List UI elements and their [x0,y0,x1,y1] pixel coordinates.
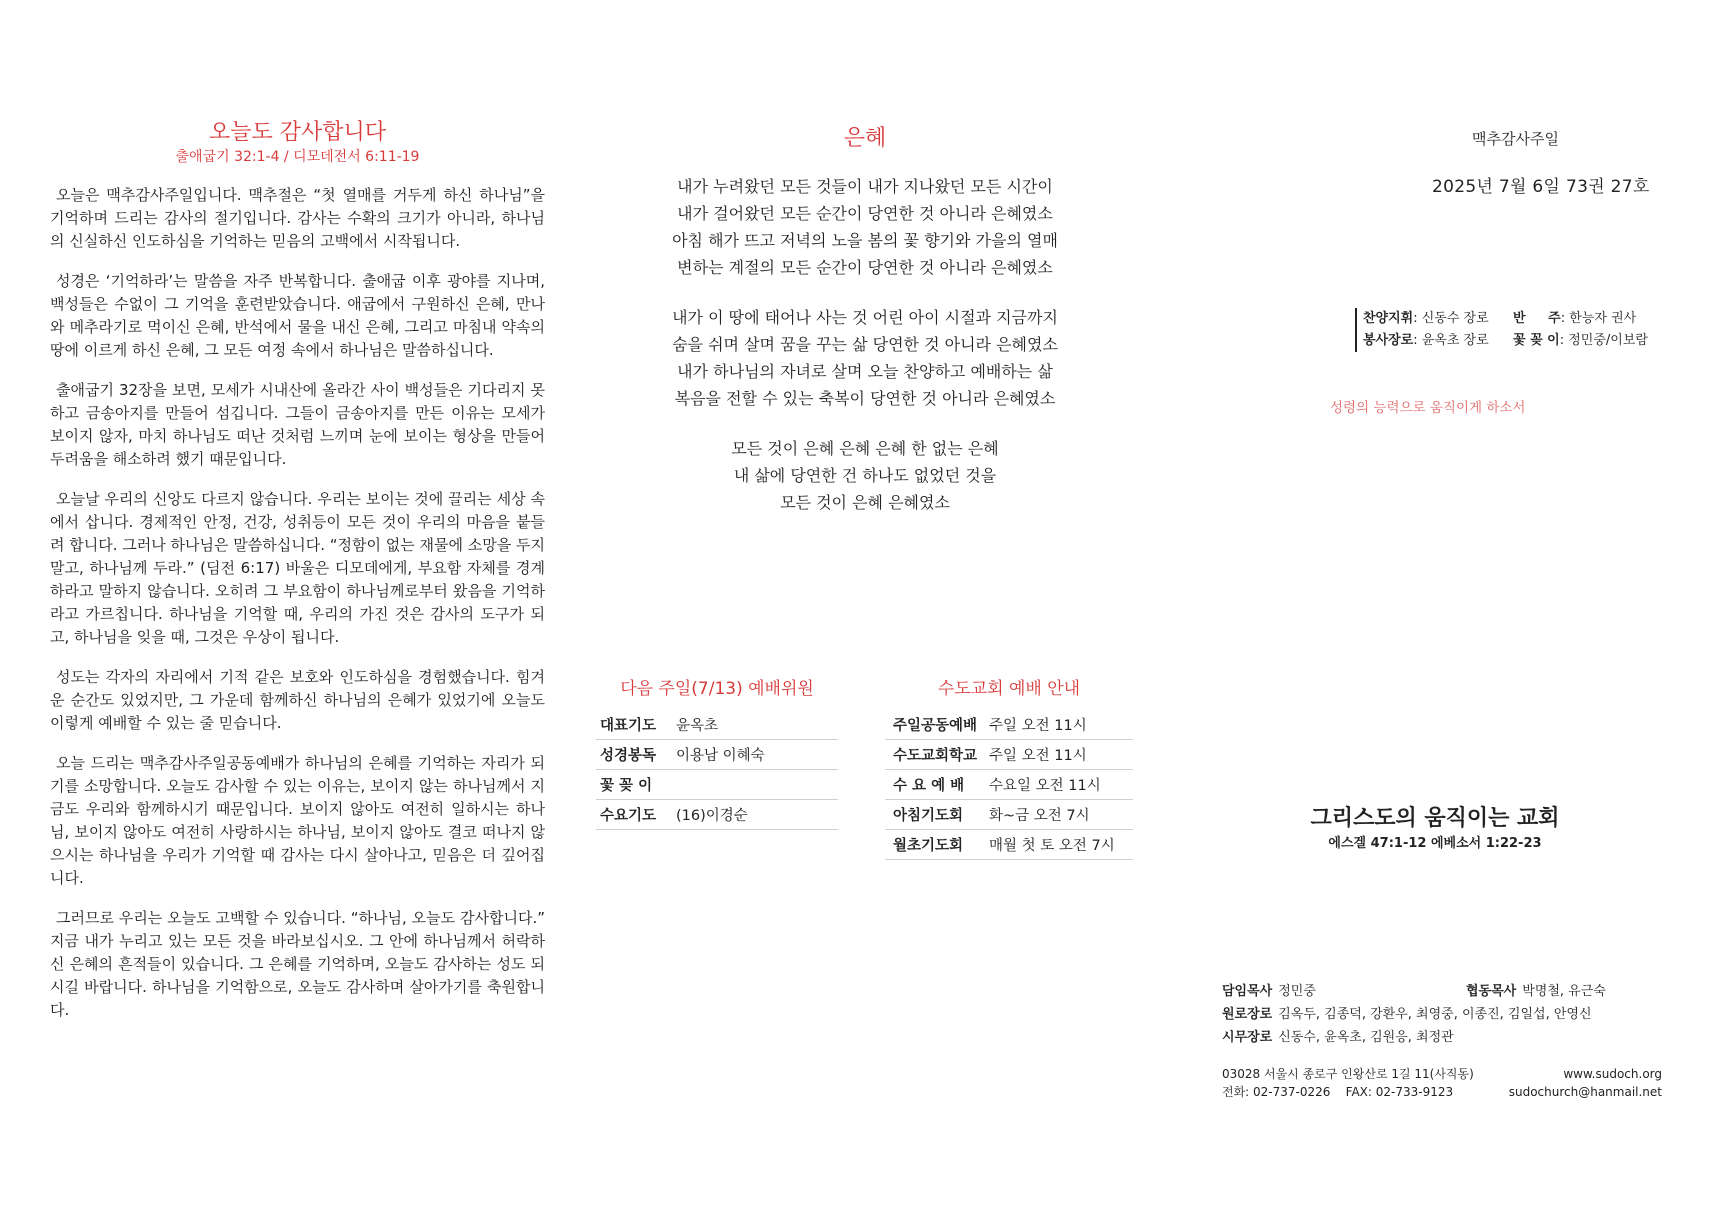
sermon-title: 오늘도 감사합니다 [208,120,386,145]
table-row [885,830,1133,860]
table-row [596,800,838,830]
staff-role: 찬양지휘 [1363,311,1414,326]
staff-cell [1363,308,1513,330]
role-label: 성경봉독 [600,748,657,764]
service-time: 주일 오전 11시 [989,748,1087,764]
staff-name: : 한능자 권사 [1560,311,1637,326]
sermon-paragraph: 출애굽기 32장을 보면, 모세가 시내산에 올라간 사이 백성들은 기다리지 못하고 금송아지를 만들어 섬깁니다. 그들이 금송아지를 만든 이유는 모세가 보이지 않자, 마치 하나님도 떠난 것처럼 느끼며 눈에 보이는 형상을 만들어 두려움을 해소하려 했기 때문입니다. [50,381,545,468]
sermon-paragraph: 그러므로 우리는 오늘도 고백할 수 있습니다. “하나님, 오늘도 감사합니다.” 지금 내가 누리고 있는 모든 것을 바라보십시오. 그 안에 하나님께서 허락하신 은혜의 흔적들이 있습니다. 그 은혜를 기억하며, 오늘도 감사하는 성도 되시길 바랍니다. 하나님을 기억함으로, 오늘도 감사하며 살아가기를 축원합니다. [50,909,545,1019]
sermon-paragraph: 오늘은 맥추감사주일입니다. 맥추절은 “첫 열매를 거두게 하신 하나님”을 기억하며 드리는 감사의 절기입니다. 감사는 수확의 크기가 아니라, 하나님의 신실하신 인도하심을 기억하는 믿음의 고백에서 시작됩니다. [50,186,545,250]
clergy-role: 담임목사 [1222,984,1273,999]
service-time: 화~금 오전 7시 [989,808,1090,824]
worship-schedule-table [885,678,1133,860]
poem-line: 내가 하나님의 자녀로 살며 오늘 찬양하고 예배하는 삶 [677,362,1053,381]
staff-row [1363,330,1663,352]
staff-cell [1513,330,1663,352]
poem-line: 내가 이 땅에 태어나 사는 것 어린 아이 시절과 지금까지 [672,308,1058,327]
poem-line: 모든 것이 은혜 은혜 은혜 한 없는 은혜 [731,439,999,458]
staff-role: 봉사장로 [1363,333,1414,348]
sermon-body [50,184,545,1022]
service-name: 월초기도회 [893,838,964,854]
clergy-cell [1466,980,1606,1003]
role-value: (16)이경순 [676,808,748,824]
address-text: 03028 서울시 종로구 인왕산로 1길 11(사직동) [1222,1067,1474,1081]
clergy-names: 신동수, 윤옥초, 김원응, 최정관 [1278,1030,1454,1045]
poem-line: 변하는 계절의 모든 순간이 당연한 것 아니라 은혜였소 [677,258,1053,277]
role-value: 윤옥초 [676,718,719,734]
role-label: 수요기도 [600,808,657,824]
worship-schedule-title: 수도교회 예배 안내 [937,679,1081,699]
poem-line: 내가 누려왔던 모든 것들이 내가 지나왔던 모든 시간이 [677,177,1053,196]
service-name: 아침기도회 [893,808,964,824]
sermon-paragraph: 성도는 각자의 자리에서 기적 같은 보호와 인도하심을 경험했습니다. 힘겨운 순간도 있었지만, 그 가운데 함께하신 하나님의 은혜가 있었기에 오늘도 이렇게 예배할 수 있는 줄 믿습니다. [50,668,545,732]
table-row [596,770,838,800]
poem-line: 복음을 전할 수 있는 축복이 당연한 것 아니라 은혜였소 [674,389,1056,408]
contact-info [1222,1065,1662,1101]
issue-date: 2025년 7월 6일 73권 27호 [1432,177,1650,197]
poem-section [620,125,1110,539]
clergy-role: 시무장로 [1222,1030,1273,1045]
staff-name: : 정민중/이보람 [1559,333,1648,348]
role-label: 꽃 꽂 이 [600,778,653,794]
staff-row [1363,308,1663,330]
prayer-motto: 성령의 능력으로 움직이게 하소서 [1330,400,1526,416]
table-row [596,740,838,770]
poem-line: 내 삶에 당연한 건 하나도 없었던 것을 [733,466,997,485]
clergy-list [1222,980,1662,1049]
poem-title: 은혜 [843,126,887,151]
clergy-names: 정민중 [1278,984,1316,999]
clergy-row [1222,1026,1662,1049]
service-time: 주일 오전 11시 [989,718,1087,734]
table-row [885,710,1133,740]
clergy-cell [1222,980,1466,1003]
sermon-paragraph: 성경은 ‘기억하라’는 말씀을 자주 반복합니다. 출애굽 이후 광야를 지나며, 백성들은 수없이 그 기억을 훈련받았습니다. 애굽에서 구원하신 은혜, 만나와 메추라기로 먹이신 은혜, 반석에서 물을 내신 은혜, 그리고 마침내 약속의 땅에 이르게 하신 은혜, 그 모든 여정 속에서 하나님은 말씀하십니다. [50,272,545,359]
service-name: 주일공동예배 [893,718,978,734]
service-name: 수도교회학교 [893,748,978,764]
clergy-names: 김옥두, 김종덕, 강환우, 최영중, 이종진, 김일섭, 안영신 [1278,1007,1592,1022]
staff-cell [1513,308,1663,330]
clergy-names: 박명철, 유근숙 [1522,984,1606,999]
table-row [596,710,838,740]
staff-list [1355,308,1663,352]
contact-row [1222,1083,1662,1101]
worship-roles-table [596,678,838,830]
contact-row [1222,1065,1662,1083]
service-name: 수 요 예 배 [893,778,965,794]
church-name: 그리스도의 움직이는 교회 [1310,806,1560,831]
poem-stanza [620,304,1110,412]
staff-cell [1363,330,1513,352]
staff-role: 반 주 [1513,311,1561,326]
table-row [885,800,1133,830]
phone-fax-text: 전화: 02-737-0226 FAX: 02-733-9123 [1222,1085,1454,1099]
service-time: 매월 첫 토 오전 7시 [989,838,1115,854]
clergy-row [1222,980,1662,1003]
poem-line: 숨을 쉬며 살며 꿈을 꾸는 삶 당연한 것 아니라 은혜였소 [672,335,1058,354]
sermon-column [50,120,545,1039]
staff-role: 꽃 꽂 이 [1513,333,1560,348]
role-label: 대표기도 [600,718,657,734]
poem-stanza [620,435,1110,516]
church-identity [1290,805,1580,853]
clergy-row [1222,1003,1662,1026]
clergy-role: 원로장로 [1222,1007,1273,1022]
website-link[interactable]: www.sudoch.org [1563,1067,1662,1081]
role-value: 이용남 이혜숙 [676,748,765,764]
table-row [885,740,1133,770]
sermon-paragraph: 오늘 드리는 맥추감사주일공동예배가 하나님의 은혜를 기억하는 자리가 되기를 소망합니다. 오늘도 감사할 수 있는 이유는, 보이지 않는 하나님께서 지금도 우리와 함께하시기 때문입니다. 보이지 않아도 여전히 일하시는 하나님, 보이지 않아도 여전히 사랑하시는 하나님, 보이지 않아도 결코 떠나지 않으시는 하나님을 우리가 기억할 때 감사는 다시 살아나고, 믿음은 더 깊어집니다. [50,754,545,887]
sermon-paragraph: 오늘날 우리의 신앙도 다르지 않습니다. 우리는 보이는 것에 끌리는 세상 속에서 삽니다. 경제적인 안정, 건강, 성취등이 모든 것이 우리의 마음을 붙들려 합니다. 그러나 하나님은 말씀하십니다. “정함이 없는 재물에 소망을 두지 말고, 하나님께 두라.” (딤전 6:17) 바울은 디모데에게, 부요함 자체를 경계하라고 말하지 않습니다. 오히려 그 부요함이 하나님께로부터 왔음을 기억하라고 가르칩니다. 하나님을 기억할 때, 우리의 가진 것은 감사의 도구가 되고, 하나님을 잊을 때, 그것은 우상이 됩니다. [50,490,545,646]
staff-name: : 신동수 장로 [1413,311,1489,326]
occasion-label: 맥추감사주일 [1472,130,1559,148]
church-verse: 에스겔 47:1-12 에베소서 1:22-23 [1328,836,1542,851]
poem-stanza [620,173,1110,281]
worship-roles-title: 다음 주일(7/13) 예배위원 [620,679,814,699]
staff-name: : 윤옥초 장로 [1413,333,1489,348]
service-time: 수요일 오전 11시 [989,778,1101,794]
poem-line: 내가 걸어왔던 모든 순간이 당연한 것 아니라 은혜였소 [677,204,1053,223]
poem-line: 모든 것이 은혜 은혜였소 [780,493,950,512]
clergy-role: 협동목사 [1466,984,1517,999]
email-link[interactable]: sudochurch@hanmail.net [1508,1085,1662,1099]
sermon-reference: 출애굽기 32:1-4 / 디모데전서 6:11-19 [175,149,420,165]
poem-line: 아침 해가 뜨고 저녁의 노을 봄의 꽃 향기와 가을의 열매 [672,231,1058,250]
table-row [885,770,1133,800]
